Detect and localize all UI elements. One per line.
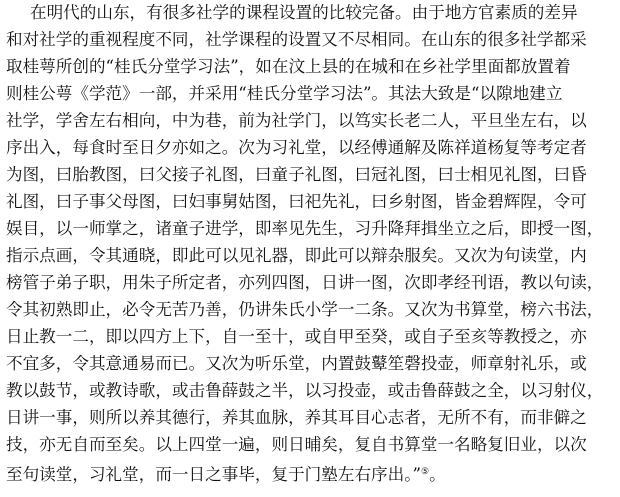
end-punctuation: 。 bbox=[429, 465, 446, 484]
text-line: 不宜多，令其意通易而已。又次为听乐堂，内置鼓鼙笙磬投壶，师章射礼乐，或 bbox=[6, 354, 587, 373]
last-line-text: 至句读堂，习礼堂，而一日之事毕，复于门塾左右序出。” bbox=[6, 465, 422, 484]
text-line: 和对社学的重视程度不同，社学课程的设置又不尽相同。在山东的很多社学都采 bbox=[6, 30, 587, 49]
text-line: 娱目，以一师掌之，诸童子进学，即率见先生，习升降拜揖坐立之后，即授一图， bbox=[6, 219, 604, 238]
text-line: 为图，曰胎教图，曰父接子礼图，曰童子礼图，曰冠礼图，曰士相见礼图，曰昏 bbox=[6, 165, 587, 184]
text-line: 在明代的山东，有很多社学的课程设置的比较完备。由于地方官素质的差异 bbox=[30, 3, 578, 22]
footnote-marker: ⑤ bbox=[421, 467, 430, 477]
text-line: 则桂公萼《学范》一部，并采用“桂氏分堂学习法”。其法大致是“以隙地建立 bbox=[6, 84, 563, 103]
text-line: 教以鼓节，或教诗歌，或击鲁薛鼓之半，以习投壶，或击鲁薛鼓之全，以习射仪， bbox=[6, 381, 604, 400]
text-line: 令其初熟即止，必令无苦乃善，仍讲朱氏小学一二条。又次为书算堂，榜六书法， bbox=[6, 300, 604, 319]
text-line: 日止教一二，即以四方上下，自一至十，或自甲至癸，或自子至亥等教授之，亦 bbox=[6, 327, 587, 346]
text-line: 社学，学舍左右相向，中为巷，前为社学门，以笃实长老二人，平旦坐左右，以 bbox=[6, 111, 587, 130]
text-line: 取桂萼所创的“桂氏分堂学习法”，如在汶上县的在城和在乡社学里面都放置着 bbox=[6, 57, 571, 76]
text-line: 序出入，每食时至日夕亦如之。次为习礼堂，以经傅通解及陈祥道杨复等考定者 bbox=[6, 138, 587, 157]
text-line: 榜管子弟子职，用朱子所定者，亦列四图，日讲一图，次即孝经刊语，教以句读， bbox=[6, 273, 604, 292]
text-line: 礼图，曰子事父母图，曰妇事舅姑图，曰祀先礼，曰乡射图，皆金碧辉陧，令可 bbox=[6, 192, 587, 211]
text-line: 指示点画，令其通晓，即此可以见礼器，即此可以辩杂服矣。又次为句读堂，内 bbox=[6, 246, 587, 265]
last-text-line bbox=[6, 459, 446, 485]
text-line: 日讲一事，则所以养其德行，养其血脉，养其耳目心志者，无所不有，而非僻之 bbox=[6, 408, 587, 427]
text-line: 技，亦无自而至矣。以上四堂一遍，则日晡矣，复自书算堂一名略复旧业，以次 bbox=[6, 435, 587, 454]
